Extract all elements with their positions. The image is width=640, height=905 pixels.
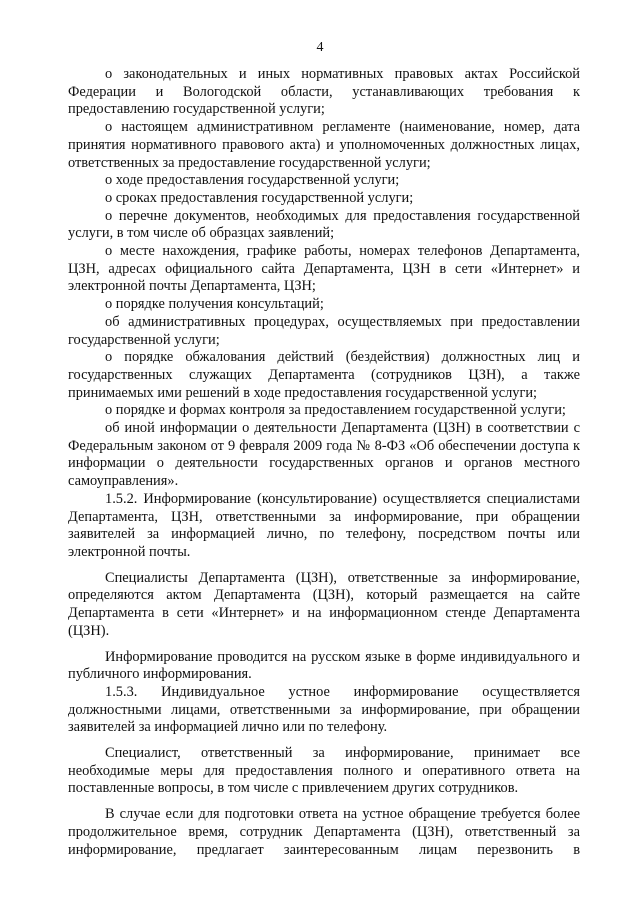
paragraph-7: о порядке получения консультаций; bbox=[105, 296, 324, 313]
paragraph-9: о порядке обжалования действий (бездействия) должностных лиц и государственных служащих Департамента (сотрудников ЦЗН), а также принимаемых ими решений в ходе предоставления государственной услуги; bbox=[68, 349, 580, 401]
paragraph-1: о законодательных и иных нормативных правовых актах Российской Федерации и Вологодской области, устанавливающих требования к предоставлению государственной услуги; bbox=[68, 66, 580, 118]
paragraph-11: об иной информации о деятельности Департамента (ЦЗН) в соответствии с Федеральным законом от 9 февраля 2009 года № 8-ФЗ «Об обеспечении доступа к информации о деятельности государственных органов и органов местного самоуправления». bbox=[68, 420, 580, 490]
paragraph-3: о ходе предоставления государственной услуги; bbox=[105, 172, 400, 189]
paragraph-6: о месте нахождения, графике работы, номерах телефонов Департамента, ЦЗН, адресах официального сайта Департамента, ЦЗН в сети «Интернет» и электронной почты Департамента, ЦЗН; bbox=[68, 243, 580, 295]
paragraph-17: В случае если для подготовки ответа на устное обращение требуется более продолжительное время, сотрудник Департамента (ЦЗН), ответственный за информирование, предлагает заинтересованным лицам перезвонить в bbox=[68, 806, 580, 858]
document-body bbox=[68, 66, 580, 859]
paragraph-13: Специалисты Департамента (ЦЗН), ответственные за информирование, определяются актом Департамента (ЦЗН), который размещается на сайте Департамента в сети «Интернет» и на информационном стенде Департамента (ЦЗН). bbox=[68, 569, 580, 639]
paragraph-16: Специалист, ответственный за информирование, принимает все необходимые меры для предоставления полного и оперативного ответа на поставленные вопросы, в том числе с привлечением других сотрудников. bbox=[68, 745, 580, 797]
paragraph-12: 1.5.2. Информирование (консультирование) осуществляется специалистами Департамента, ЦЗН, ответственными за информирование, при обращении заявителей за информацией лично, по телефону, посредством почты или электронной почты. bbox=[68, 490, 580, 560]
paragraph-8: об административных процедурах, осуществляемых при предоставлении государственной услуги; bbox=[68, 313, 580, 348]
page-number: 4 bbox=[316, 40, 324, 55]
paragraph-4: о сроках предоставления государственной услуги; bbox=[105, 189, 414, 206]
paragraph-2: о настоящем административном регламенте (наименование, номер, дата принятия нормативного правового акта) и уполномоченных должностных лицах, ответственных за предоставление государственной услуги; bbox=[68, 119, 580, 171]
paragraph-15: 1.5.3. Индивидуальное устное информирование осуществляется должностными лицами, ответственными за информирование, при обращении заявителей за информацией лично или по телефону. bbox=[68, 683, 580, 736]
paragraph-5: о перечне документов, необходимых для предоставления государственной услуги, в том числе об образцах заявлений; bbox=[68, 207, 580, 242]
paragraph-10: о порядке и формах контроля за предоставлением государственной услуги; bbox=[105, 402, 566, 419]
paragraph-14: Информирование проводится на русском языке в форме индивидуального и публичного информирования. bbox=[68, 648, 580, 683]
